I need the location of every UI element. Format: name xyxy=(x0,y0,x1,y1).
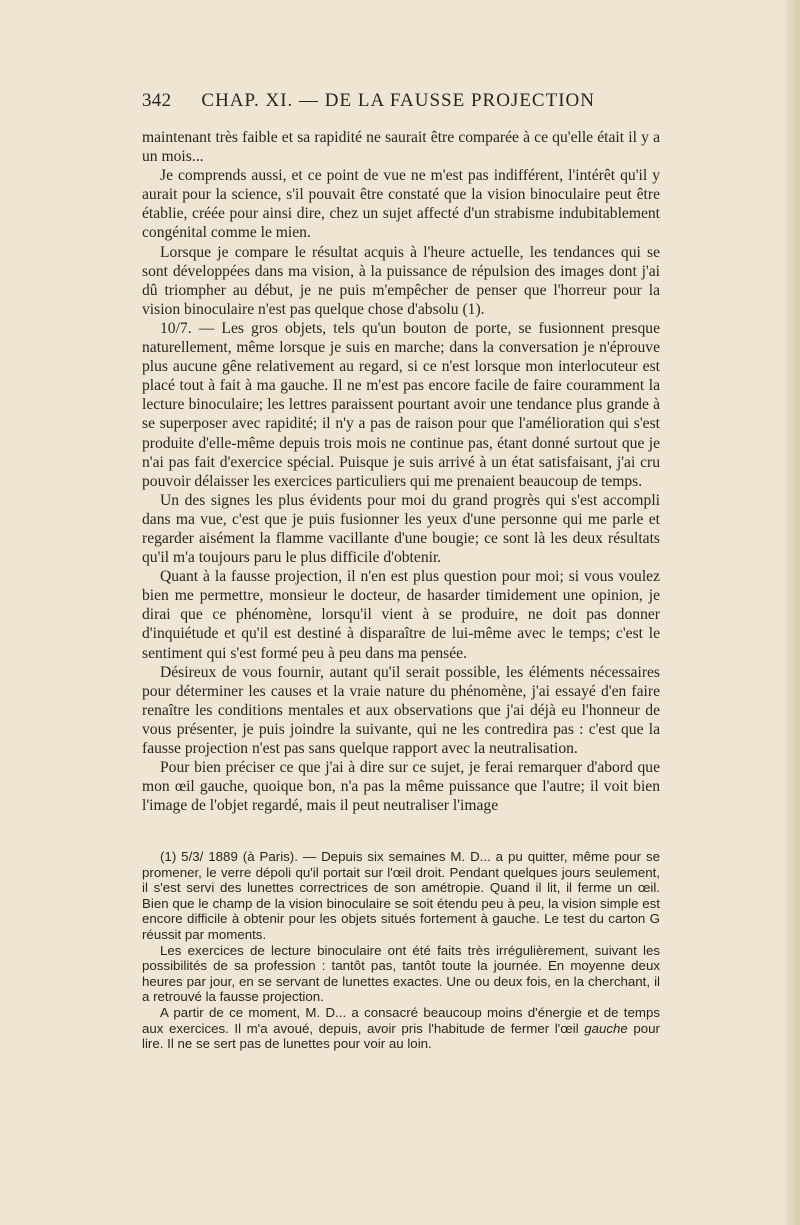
body-paragraph: Un des signes les plus évidents pour moi du grand progrès qui s'est accompli dans ma vue, c'est que je puis fusionner les yeux d'une personne qui me parle et regarder aisément la flamme vacillante d'une bougie; ce sont là les deux résultats qu'il m'a toujours paru le plus difficile d'obtenir. xyxy=(142,491,660,567)
footnote-paragraph: (1) 5/3/ 1889 (à Paris). — Depuis six semaines M. D... a pu quitter, même pour se promener, le verre dépoli qu'il portait sur l'œil droit. Pendant quelques jours seulement, il s'est servi des lunettes correctrices de son amétropie. Quand il lit, il ferme un œil. Bien que le champ de la vision binoculaire se soit étendu peu à peu, la vision simple est encore difficile à obtenir pour les objets situés fortement à gauche. Le test du carton G réussit par moments. xyxy=(142,849,660,942)
body-paragraph: maintenant très faible et sa rapidité ne saurait être comparée à ce qu'elle était il y a un mois... xyxy=(142,129,660,166)
page-edge-shadow xyxy=(786,0,800,1225)
body-paragraph: Désireux de vous fournir, autant qu'il serait possible, les éléments nécessaires pour déterminer les causes et la vraie nature du phénomène, j'ai essayé d'en faire renaître les conditions mentales et aux observations que j'ai déjà eu l'honneur de vous présenter, je puis joindre la suivante, qui ne les contredira pas : c'est que la fausse projection n'est pas sans quelque rapport avec la neutralisation. xyxy=(142,663,660,757)
footnote-paragraph xyxy=(142,1005,660,1052)
body-text xyxy=(142,128,660,815)
footnote-emphasis: gauche xyxy=(584,1020,628,1036)
body-paragraph: Pour bien préciser ce que j'ai à dire sur ce sujet, je ferai remarquer d'abord que mon œil gauche, quoique bon, n'a pas la même puissance que l'autre; il voit bien l'image de l'objet regardé, mais il peut neutraliser l'image xyxy=(142,759,660,815)
footnote xyxy=(142,849,660,1052)
footnote-text: A partir de ce moment, M. D... a consacré beaucoup moins d'énergie et de temps aux exercices. Il m'a avoué, depuis, avoir pris l'habitude de fermer l'œil xyxy=(142,1004,660,1036)
running-title: CHAP. XI. — DE LA FAUSSE PROJECTION xyxy=(201,90,595,111)
body-paragraph: Je comprends aussi, et ce point de vue ne m'est pas indifférent, l'intérêt qu'il y aurait pour la science, s'il pouvait être constaté que la vision binoculaire peut être établie, créée pour ainsi dire, chez un sujet affecté d'un strabisme indubitablement congénital comme le mien. xyxy=(142,167,660,242)
running-header xyxy=(142,90,662,112)
body-paragraph: Lorsque je compare le résultat acquis à l'heure actuelle, les tendances qui se sont développées dans ma vision, à la puissance de répulsion des images dont j'ai dû triompher au début, je ne puis m'empêcher de penser que l'horreur pour la vision binoculaire n'est pas quelque chose d'absolu (1). xyxy=(142,243,660,318)
footnote-paragraph: Les exercices de lecture binoculaire ont été faits très irrégulièrement, suivant les possibilités de sa profession : tantôt pas, tantôt toute la journée. En moyenne deux heures par jour, en se servant de lunettes exactes. Une ou deux fois, en la cherchant, il a retrouvé la fausse projection. xyxy=(142,942,660,1005)
body-paragraph: Quant à la fausse projection, il n'en est plus question pour moi; si vous voulez bien me permettre, monsieur le docteur, de hasarder timidement une opinion, je dirai que ce phénomène, lorsqu'il vient à se produire, ne doit pas donner d'inquiétude et qu'il est destiné à disparaître de lui-même avec le temps; c'est le sentiment qui s'est formé peu à peu dans ma pensée. xyxy=(142,568,660,662)
body-paragraph: 10/7. — Les gros objets, tels qu'un bouton de porte, se fusionnent presque naturellement, même lorsque je suis en marche; dans la conversation je n'éprouve plus aucune gêne relativement au regard, si ce n'est lorsque mon interlocuteur est placé tout à fait à ma gauche. Il ne m'est pas encore facile de faire couramment la lecture binoculaire; les lettres paraissent pourtant avoir une tendance plus grande à se superposer avec rapidité; il n'y a pas de raison pour que l'amélioration qui s'est produite d'elle-même depuis trois mois ne continue pas, étant donné surtout que je n'ai pas fait d'exercice spécial. Puisque je suis arrivé à un état satisfaisant, j'ai cru pouvoir délaisser les exercices particuliers qui me prenaient beaucoup de temps. xyxy=(142,319,660,490)
page-number: 342 xyxy=(142,90,172,111)
footnote-text: pour lire. Il ne se sert pas de lunettes pour voir au loin. xyxy=(142,1020,660,1052)
